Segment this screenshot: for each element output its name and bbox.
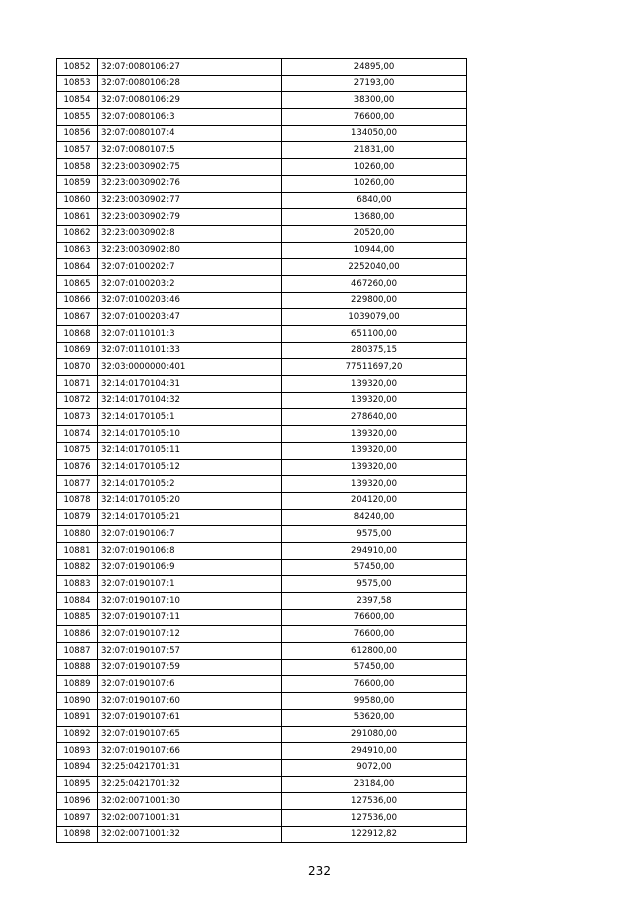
value-cell: 99580,00: [282, 693, 467, 710]
row-number-cell: 10887: [57, 643, 98, 660]
table-row: [57, 409, 467, 426]
value-cell: 2397,58: [282, 593, 467, 610]
cadastral-number-cell: 32:07:0190107:65: [98, 726, 282, 743]
value-cell: 77511697,20: [282, 359, 467, 376]
value-cell: 9575,00: [282, 526, 467, 543]
table-row: [57, 309, 467, 326]
cadastral-number-cell: 32:07:0190107:61: [98, 709, 282, 726]
cadastral-number-cell: 32:14:0170105:1: [98, 409, 282, 426]
row-number-cell: 10894: [57, 759, 98, 776]
row-number-cell: 10878: [57, 492, 98, 509]
cadastral-number-cell: 32:14:0170105:12: [98, 459, 282, 476]
table-row: [57, 509, 467, 526]
table-row: [57, 442, 467, 459]
row-number-cell: 10897: [57, 809, 98, 826]
value-cell: 294910,00: [282, 542, 467, 559]
value-cell: 134050,00: [282, 125, 467, 142]
row-number-cell: 10888: [57, 659, 98, 676]
value-cell: 76600,00: [282, 676, 467, 693]
cadastral-number-cell: 32:14:0170104:31: [98, 376, 282, 393]
row-number-cell: 10872: [57, 392, 98, 409]
row-number-cell: 10881: [57, 542, 98, 559]
table-row: [57, 743, 467, 760]
table-row: [57, 426, 467, 443]
table-row: [57, 459, 467, 476]
value-cell: 280375,15: [282, 342, 467, 359]
row-number-cell: 10874: [57, 426, 98, 443]
value-cell: 76600,00: [282, 626, 467, 643]
table-row: [57, 559, 467, 576]
table-row: [57, 809, 467, 826]
value-cell: 10944,00: [282, 242, 467, 259]
cadastral-number-cell: 32:07:0080107:5: [98, 142, 282, 159]
table-row: [57, 476, 467, 493]
value-cell: 10260,00: [282, 175, 467, 192]
table-row: [57, 576, 467, 593]
cadastral-number-cell: 32:07:0100203:47: [98, 309, 282, 326]
row-number-cell: 10858: [57, 159, 98, 176]
value-cell: 139320,00: [282, 376, 467, 393]
table-row: [57, 709, 467, 726]
row-number-cell: 10864: [57, 259, 98, 276]
table-row: [57, 626, 467, 643]
cadastral-number-cell: 32:07:0100202:7: [98, 259, 282, 276]
cadastral-number-cell: 32:14:0170105:11: [98, 442, 282, 459]
cadastral-number-cell: 32:14:0170104:32: [98, 392, 282, 409]
cadastral-number-cell: 32:07:0080106:3: [98, 109, 282, 126]
cadastral-number-cell: 32:07:0080106:29: [98, 92, 282, 109]
table-row: [57, 392, 467, 409]
table-row: [57, 59, 467, 76]
cadastral-number-cell: 32:07:0110101:33: [98, 342, 282, 359]
cadastral-number-cell: 32:07:0190107:57: [98, 643, 282, 660]
row-number-cell: 10866: [57, 292, 98, 309]
value-cell: 139320,00: [282, 426, 467, 443]
cadastral-number-cell: 32:07:0190107:1: [98, 576, 282, 593]
table-row: [57, 242, 467, 259]
value-cell: 204120,00: [282, 492, 467, 509]
cadastral-number-cell: 32:02:0071001:31: [98, 809, 282, 826]
value-cell: 1039079,00: [282, 309, 467, 326]
table-row: [57, 192, 467, 209]
row-number-cell: 10885: [57, 609, 98, 626]
value-cell: 38300,00: [282, 92, 467, 109]
row-number-cell: 10886: [57, 626, 98, 643]
row-number-cell: 10862: [57, 225, 98, 242]
cadastral-number-cell: 32:03:0000000:401: [98, 359, 282, 376]
row-number-cell: 10865: [57, 275, 98, 292]
table-row: [57, 125, 467, 142]
cadastral-number-cell: 32:07:0100203:46: [98, 292, 282, 309]
value-cell: 20520,00: [282, 225, 467, 242]
parcel-table-body: [57, 59, 467, 843]
row-number-cell: 10854: [57, 92, 98, 109]
value-cell: 13680,00: [282, 209, 467, 226]
row-number-cell: 10893: [57, 743, 98, 760]
value-cell: 127536,00: [282, 793, 467, 810]
row-number-cell: 10876: [57, 459, 98, 476]
row-number-cell: 10853: [57, 75, 98, 92]
cadastral-number-cell: 32:23:0030902:80: [98, 242, 282, 259]
table-row: [57, 659, 467, 676]
cadastral-number-cell: 32:07:0100203:2: [98, 275, 282, 292]
table-row: [57, 526, 467, 543]
value-cell: 291080,00: [282, 726, 467, 743]
cadastral-number-cell: 32:07:0190106:9: [98, 559, 282, 576]
cadastral-number-cell: 32:23:0030902:76: [98, 175, 282, 192]
table-row: [57, 292, 467, 309]
value-cell: 84240,00: [282, 509, 467, 526]
table-row: [57, 593, 467, 610]
row-number-cell: 10890: [57, 693, 98, 710]
value-cell: 9072,00: [282, 759, 467, 776]
row-number-cell: 10877: [57, 476, 98, 493]
table-row: [57, 159, 467, 176]
table-row: [57, 542, 467, 559]
row-number-cell: 10859: [57, 175, 98, 192]
value-cell: 76600,00: [282, 609, 467, 626]
row-number-cell: 10892: [57, 726, 98, 743]
table-row: [57, 492, 467, 509]
value-cell: 139320,00: [282, 459, 467, 476]
table-row: [57, 225, 467, 242]
cadastral-number-cell: 32:25:0421701:31: [98, 759, 282, 776]
value-cell: 139320,00: [282, 442, 467, 459]
table-row: [57, 326, 467, 343]
table-row: [57, 92, 467, 109]
row-number-cell: 10889: [57, 676, 98, 693]
value-cell: 57450,00: [282, 659, 467, 676]
table-row: [57, 109, 467, 126]
table-row: [57, 342, 467, 359]
value-cell: 53620,00: [282, 709, 467, 726]
table-row: [57, 209, 467, 226]
cadastral-number-cell: 32:07:0080107:4: [98, 125, 282, 142]
cadastral-number-cell: 32:14:0170105:10: [98, 426, 282, 443]
row-number-cell: 10852: [57, 59, 98, 76]
table-row: [57, 259, 467, 276]
row-number-cell: 10855: [57, 109, 98, 126]
table-row: [57, 726, 467, 743]
value-cell: 139320,00: [282, 392, 467, 409]
value-cell: 23184,00: [282, 776, 467, 793]
row-number-cell: 10863: [57, 242, 98, 259]
value-cell: 127536,00: [282, 809, 467, 826]
row-number-cell: 10884: [57, 593, 98, 610]
value-cell: 9575,00: [282, 576, 467, 593]
value-cell: 139320,00: [282, 476, 467, 493]
row-number-cell: 10857: [57, 142, 98, 159]
value-cell: 2252040,00: [282, 259, 467, 276]
cadastral-number-cell: 32:02:0071001:30: [98, 793, 282, 810]
cadastral-number-cell: 32:23:0030902:79: [98, 209, 282, 226]
cadastral-number-cell: 32:07:0190106:8: [98, 542, 282, 559]
table-row: [57, 609, 467, 626]
value-cell: 27193,00: [282, 75, 467, 92]
cadastral-number-cell: 32:07:0110101:3: [98, 326, 282, 343]
value-cell: 229800,00: [282, 292, 467, 309]
table-row: [57, 793, 467, 810]
row-number-cell: 10867: [57, 309, 98, 326]
cadastral-number-cell: 32:02:0071001:32: [98, 826, 282, 843]
table-row: [57, 275, 467, 292]
table-row: [57, 826, 467, 843]
row-number-cell: 10880: [57, 526, 98, 543]
cadastral-number-cell: 32:07:0190107:60: [98, 693, 282, 710]
value-cell: 6840,00: [282, 192, 467, 209]
row-number-cell: 10898: [57, 826, 98, 843]
cadastral-number-cell: 32:07:0190106:7: [98, 526, 282, 543]
value-cell: 467260,00: [282, 275, 467, 292]
row-number-cell: 10873: [57, 409, 98, 426]
row-number-cell: 10879: [57, 509, 98, 526]
cadastral-number-cell: 32:07:0190107:6: [98, 676, 282, 693]
cadastral-number-cell: 32:07:0190107:10: [98, 593, 282, 610]
row-number-cell: 10882: [57, 559, 98, 576]
cadastral-number-cell: 32:23:0030902:8: [98, 225, 282, 242]
table-row: [57, 676, 467, 693]
cadastral-number-cell: 32:23:0030902:75: [98, 159, 282, 176]
value-cell: 612800,00: [282, 643, 467, 660]
parcel-table: [56, 58, 467, 843]
row-number-cell: 10856: [57, 125, 98, 142]
table-row: [57, 643, 467, 660]
row-number-cell: 10891: [57, 709, 98, 726]
cadastral-number-cell: 32:07:0190107:66: [98, 743, 282, 760]
row-number-cell: 10860: [57, 192, 98, 209]
cadastral-number-cell: 32:14:0170105:20: [98, 492, 282, 509]
cadastral-number-cell: 32:25:0421701:32: [98, 776, 282, 793]
value-cell: 651100,00: [282, 326, 467, 343]
value-cell: 76600,00: [282, 109, 467, 126]
value-cell: 10260,00: [282, 159, 467, 176]
row-number-cell: 10861: [57, 209, 98, 226]
row-number-cell: 10868: [57, 326, 98, 343]
value-cell: 294910,00: [282, 743, 467, 760]
value-cell: 21831,00: [282, 142, 467, 159]
table-row: [57, 776, 467, 793]
table-row: [57, 693, 467, 710]
row-number-cell: 10869: [57, 342, 98, 359]
cadastral-number-cell: 32:07:0190107:59: [98, 659, 282, 676]
cadastral-number-cell: 32:07:0080106:27: [98, 59, 282, 76]
cadastral-number-cell: 32:07:0080106:28: [98, 75, 282, 92]
table-row: [57, 175, 467, 192]
row-number-cell: 10871: [57, 376, 98, 393]
value-cell: 24895,00: [282, 59, 467, 76]
value-cell: 57450,00: [282, 559, 467, 576]
table-row: [57, 75, 467, 92]
value-cell: 278640,00: [282, 409, 467, 426]
table-row: [57, 359, 467, 376]
page-number: 232: [308, 864, 331, 878]
cadastral-number-cell: 32:07:0190107:11: [98, 609, 282, 626]
cadastral-number-cell: 32:23:0030902:77: [98, 192, 282, 209]
cadastral-number-cell: 32:14:0170105:2: [98, 476, 282, 493]
row-number-cell: 10870: [57, 359, 98, 376]
row-number-cell: 10896: [57, 793, 98, 810]
cadastral-number-cell: 32:14:0170105:21: [98, 509, 282, 526]
row-number-cell: 10875: [57, 442, 98, 459]
value-cell: 122912,82: [282, 826, 467, 843]
table-row: [57, 759, 467, 776]
table-row: [57, 142, 467, 159]
table-row: [57, 376, 467, 393]
row-number-cell: 10883: [57, 576, 98, 593]
row-number-cell: 10895: [57, 776, 98, 793]
cadastral-number-cell: 32:07:0190107:12: [98, 626, 282, 643]
